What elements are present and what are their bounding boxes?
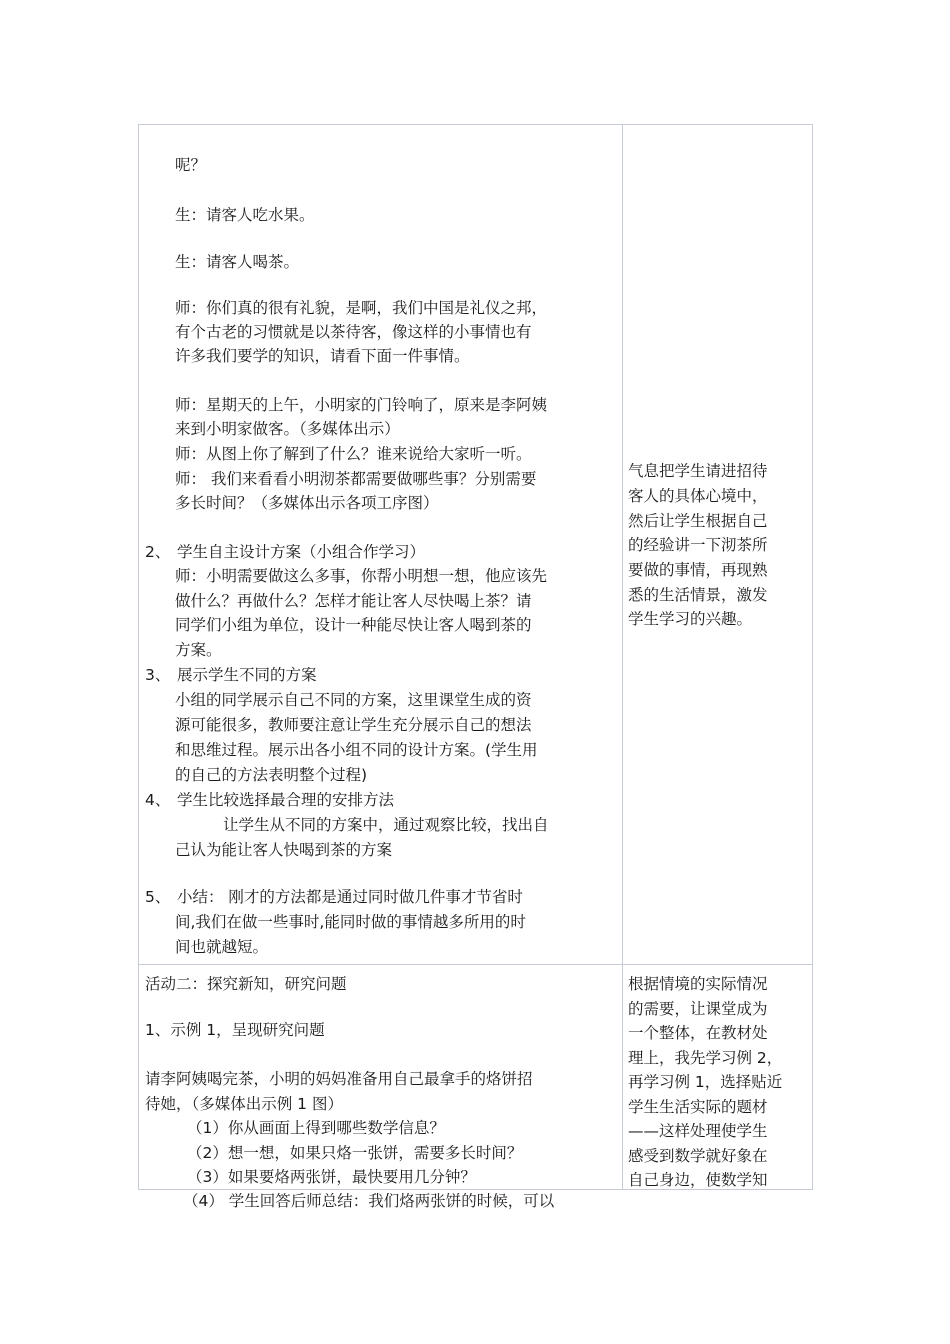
item-number: 5、 bbox=[145, 888, 171, 906]
item-number: 3、 bbox=[145, 666, 171, 684]
row1-line: 师：你们真的很有礼貌，是啊，我们中国是礼仪之邦， bbox=[175, 299, 548, 317]
row1-line: 己认为能让客人快喝到茶的方案 bbox=[175, 841, 393, 859]
row2-line: （3）如果要烙两张饼，最快要用几分钟？ bbox=[187, 1168, 476, 1186]
row-divider bbox=[139, 964, 812, 965]
row2-note-line: 再学习例 1，选择贴近 bbox=[628, 1073, 783, 1091]
row1-line: 方案。 bbox=[175, 641, 222, 659]
section-heading: 展示学生不同的方案 bbox=[177, 666, 317, 684]
row1-line: 小组的同学展示自己不同的方案，这里课堂生成的资 bbox=[175, 691, 532, 709]
row1-line: 生：请客人吃水果。 bbox=[175, 206, 315, 224]
lesson-table bbox=[138, 124, 813, 1210]
row1-note-line: 的经验讲一下沏茶所 bbox=[628, 536, 768, 554]
item-number: 4、 bbox=[145, 791, 171, 809]
row2-line: 待她，（多媒体出示例 1 图） bbox=[145, 1095, 343, 1113]
row1-line: 间也就越短。 bbox=[175, 938, 269, 956]
row2-note-line: 根据情境的实际情况 bbox=[628, 975, 768, 993]
column-divider bbox=[622, 125, 623, 1189]
row1-line: 呢？ bbox=[175, 156, 207, 174]
row1-line: 做什么？再做什么？怎样才能让客人尽快喝上茶？请 bbox=[175, 592, 532, 610]
row1-note-line: 客人的具体心境中， bbox=[628, 487, 768, 505]
section-heading: 小结： 刚才的方法都是通过同时做几件事才节省时 bbox=[177, 888, 523, 906]
row1-note-line: 气息把学生请进招待 bbox=[628, 462, 768, 480]
row2-note-line: 自己身边，使数学知 bbox=[628, 1171, 768, 1189]
row1-line: 许多我们要学的知识，请看下面一件事情。 bbox=[175, 347, 470, 365]
row2-line: 1、示例 1，呈现研究问题 bbox=[145, 1021, 325, 1039]
row2-note-line: 学生生活实际的题材 bbox=[628, 1098, 768, 1116]
activity-heading: 活动二：探究新知，研究问题 bbox=[145, 975, 347, 993]
section-heading: 学生自主设计方案（小组合作学习） bbox=[177, 543, 426, 561]
row1-line: 师：从图上你了解到了什么？谁来说给大家听一听。 bbox=[175, 445, 532, 463]
row2-note-line: 一个整体，在教材处 bbox=[628, 1024, 768, 1042]
row1-note-line: 悉的生活情景，激发 bbox=[628, 586, 768, 604]
row1-line: 多长时间？（多媒体出示各项工序图） bbox=[175, 494, 439, 512]
row2-line: 请李阿姨喝完茶，小明的妈妈准备用自己最拿手的烙饼招 bbox=[145, 1070, 533, 1088]
row2-line: （4） 学生回答后师总结：我们烙两张饼的时候，可以 bbox=[183, 1192, 555, 1210]
row1-line: 源可能很多，教师要注意让学生充分展示自己的想法 bbox=[175, 716, 532, 734]
row1-line: 来到小明家做客。（多媒体出示） bbox=[175, 420, 400, 438]
row2-line: （1）你从画面上得到哪些数学信息？ bbox=[187, 1119, 445, 1137]
row1-line: 师：小明需要做这么多事，你帮小明想一想，他应该先 bbox=[175, 567, 548, 585]
row1-line: 有个古老的习惯就是以茶待客，像这样的小事情也有 bbox=[175, 323, 532, 341]
row2-note-line: 的需要，让课堂成为 bbox=[628, 1000, 768, 1018]
row1-line: 师：星期天的上午，小明家的门铃响了，原来是李阿姨 bbox=[175, 396, 548, 414]
row1-line: 师： 我们来看看小明沏茶都需要做哪些事？分别需要 bbox=[175, 470, 537, 488]
row1-note-line: 学生学习的兴趣。 bbox=[628, 610, 753, 628]
section-heading: 学生比较选择最合理的安排方法 bbox=[177, 791, 395, 809]
row1-line: 让学生从不同的方案中，通过观察比较，找出自 bbox=[223, 816, 549, 834]
item-number: 2、 bbox=[145, 543, 171, 561]
row1-line: 同学们小组为单位，设计一种能尽快让客人喝到茶的 bbox=[175, 616, 532, 634]
row2-note-line: 感受到数学就好象在 bbox=[628, 1147, 768, 1165]
row2-note-line: ——这样处理使学生 bbox=[628, 1122, 768, 1140]
row2-note-line: 理上，我先学习例 2， bbox=[628, 1049, 783, 1067]
row2-line: （2）想一想，如果只烙一张饼，需要多长时间？ bbox=[187, 1144, 523, 1162]
row1-line: 间,我们在做一些事时,能同时做的事情越多所用的时 bbox=[175, 913, 526, 931]
row1-line: 生：请客人喝茶。 bbox=[175, 253, 300, 271]
row1-note-line: 要做的事情，再现熟 bbox=[628, 561, 768, 579]
row1-line: 的自己的方法表明整个过程) bbox=[175, 766, 368, 784]
row1-note-line: 然后让学生根据自己 bbox=[628, 512, 768, 530]
row1-line: 和思维过程。展示出各小组不同的设计方案。(学生用 bbox=[175, 741, 538, 759]
